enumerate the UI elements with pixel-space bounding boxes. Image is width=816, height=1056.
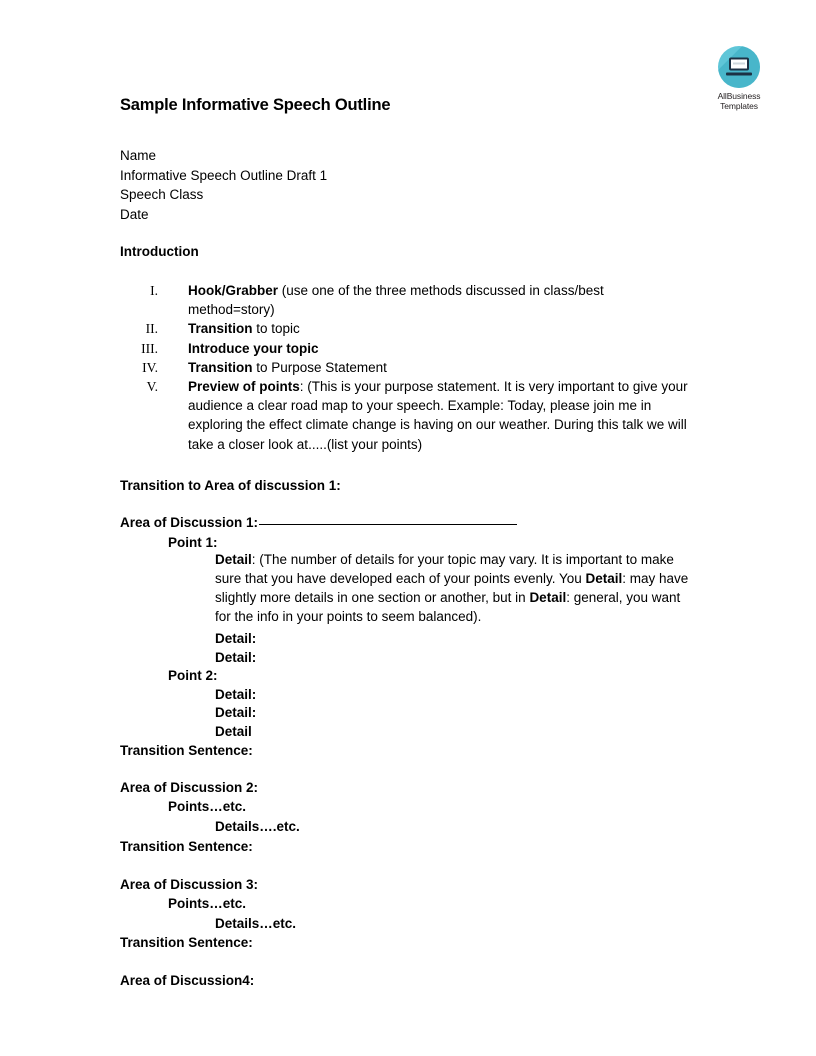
list-item: [120, 339, 700, 358]
list-item-body: [162, 358, 688, 377]
logo-circle: [718, 46, 760, 88]
ident-line-draft: Informative Speech Outline Draft 1: [120, 167, 328, 183]
introduction-outline-list: [120, 281, 700, 454]
detail-text-2: : may have slightly more details in one section or another, but in: [215, 571, 689, 605]
list-item-body: [162, 319, 688, 338]
transition-sentence-3: Transition Sentence:: [120, 935, 253, 950]
list-item-text: (use one of the three methods discussed in class/best method=story): [188, 283, 604, 318]
list-item-label: Hook/Grabber: [188, 283, 279, 298]
area-2-points: Points…etc.: [168, 799, 247, 814]
list-marker: III.: [141, 340, 158, 356]
list-item-text: to Purpose Statement: [252, 359, 387, 375]
list-item: [120, 358, 700, 377]
list-item: [120, 281, 700, 319]
logo-text-line1: AllBusiness: [717, 91, 761, 101]
list-item-label: Introduce your topic: [188, 340, 319, 356]
logo-text: [697, 91, 781, 111]
allbusiness-templates-logo: [697, 46, 781, 111]
point-1-detail-paragraph: [215, 550, 693, 626]
point-2-detail-3: Detail: [215, 724, 252, 739]
area-3-points: Points…etc.: [168, 896, 247, 911]
detail-label-1: Detail: [215, 552, 252, 567]
laptop-icon: [726, 58, 752, 77]
area-1-text: Area of Discussion 1:: [120, 515, 259, 530]
laptop-screen-line: [733, 63, 745, 65]
list-item: [120, 377, 700, 454]
list-item-text: : (This is your purpose statement. It is very important to give your audience a clear road map to your speech. Example: Today, please join me in exploring the effect climate change is having on our weather. During this talk we will take a closer look at.....(list your points): [188, 379, 688, 452]
section-heading-introduction: Introduction: [120, 244, 199, 259]
list-item-label: Transition: [188, 321, 253, 337]
identification-block: [120, 146, 327, 224]
area-of-discussion-3-label: Area of Discussion 3:: [120, 877, 259, 892]
detail-label-2: Detail: [585, 571, 623, 586]
list-item-label: Preview of points: [188, 379, 300, 395]
page-title: Sample Informative Speech Outline: [120, 96, 391, 114]
point-2-label: Point 2:: [168, 668, 218, 683]
transition-to-area-1: Transition to Area of discussion 1:: [120, 478, 341, 493]
list-item: [120, 319, 700, 338]
area-of-discussion-4-label: Area of Discussion4:: [120, 973, 255, 988]
list-marker: II.: [145, 321, 158, 337]
point-1-label: Point 1:: [168, 535, 218, 550]
list-item-label: Transition: [188, 359, 253, 375]
area-1-fill-line[interactable]: [259, 524, 517, 525]
list-item-body: [162, 377, 688, 454]
area-2-details: Details….etc.: [215, 819, 300, 834]
point-1-detail-blank-1: Detail:: [215, 631, 257, 646]
point-2-detail-1: Detail:: [215, 687, 257, 702]
ident-line-date: Date: [120, 206, 149, 222]
transition-sentence-1: Transition Sentence:: [120, 743, 253, 758]
ident-line-name: Name: [120, 148, 157, 163]
list-item-text: to topic: [252, 321, 300, 337]
list-item-body: [162, 281, 688, 319]
detail-text-1: : (The number of details for your topic may vary. It is important to make sure that you have developed each of your points evenly. You: [215, 552, 674, 586]
list-marker: IV.: [142, 359, 158, 375]
list-marker: V.: [146, 379, 158, 395]
laptop-base: [726, 73, 752, 76]
area-of-discussion-2-label: Area of Discussion 2:: [120, 780, 259, 795]
list-marker: I.: [150, 283, 158, 298]
list-item-body: [162, 339, 688, 358]
point-2-detail-2: Detail:: [215, 705, 257, 720]
ident-line-class: Speech Class: [120, 187, 204, 203]
transition-sentence-2: Transition Sentence:: [120, 839, 253, 854]
point-1-detail-blank-2: Detail:: [215, 650, 257, 665]
detail-label-3: Detail: [529, 590, 567, 605]
area-of-discussion-1-label: [120, 513, 517, 532]
logo-text-line2: Templates: [720, 101, 758, 111]
area-3-details: Details…etc.: [215, 916, 297, 931]
detail-text-3: : general, you want for the info in your points to seem balanced).: [215, 590, 681, 624]
